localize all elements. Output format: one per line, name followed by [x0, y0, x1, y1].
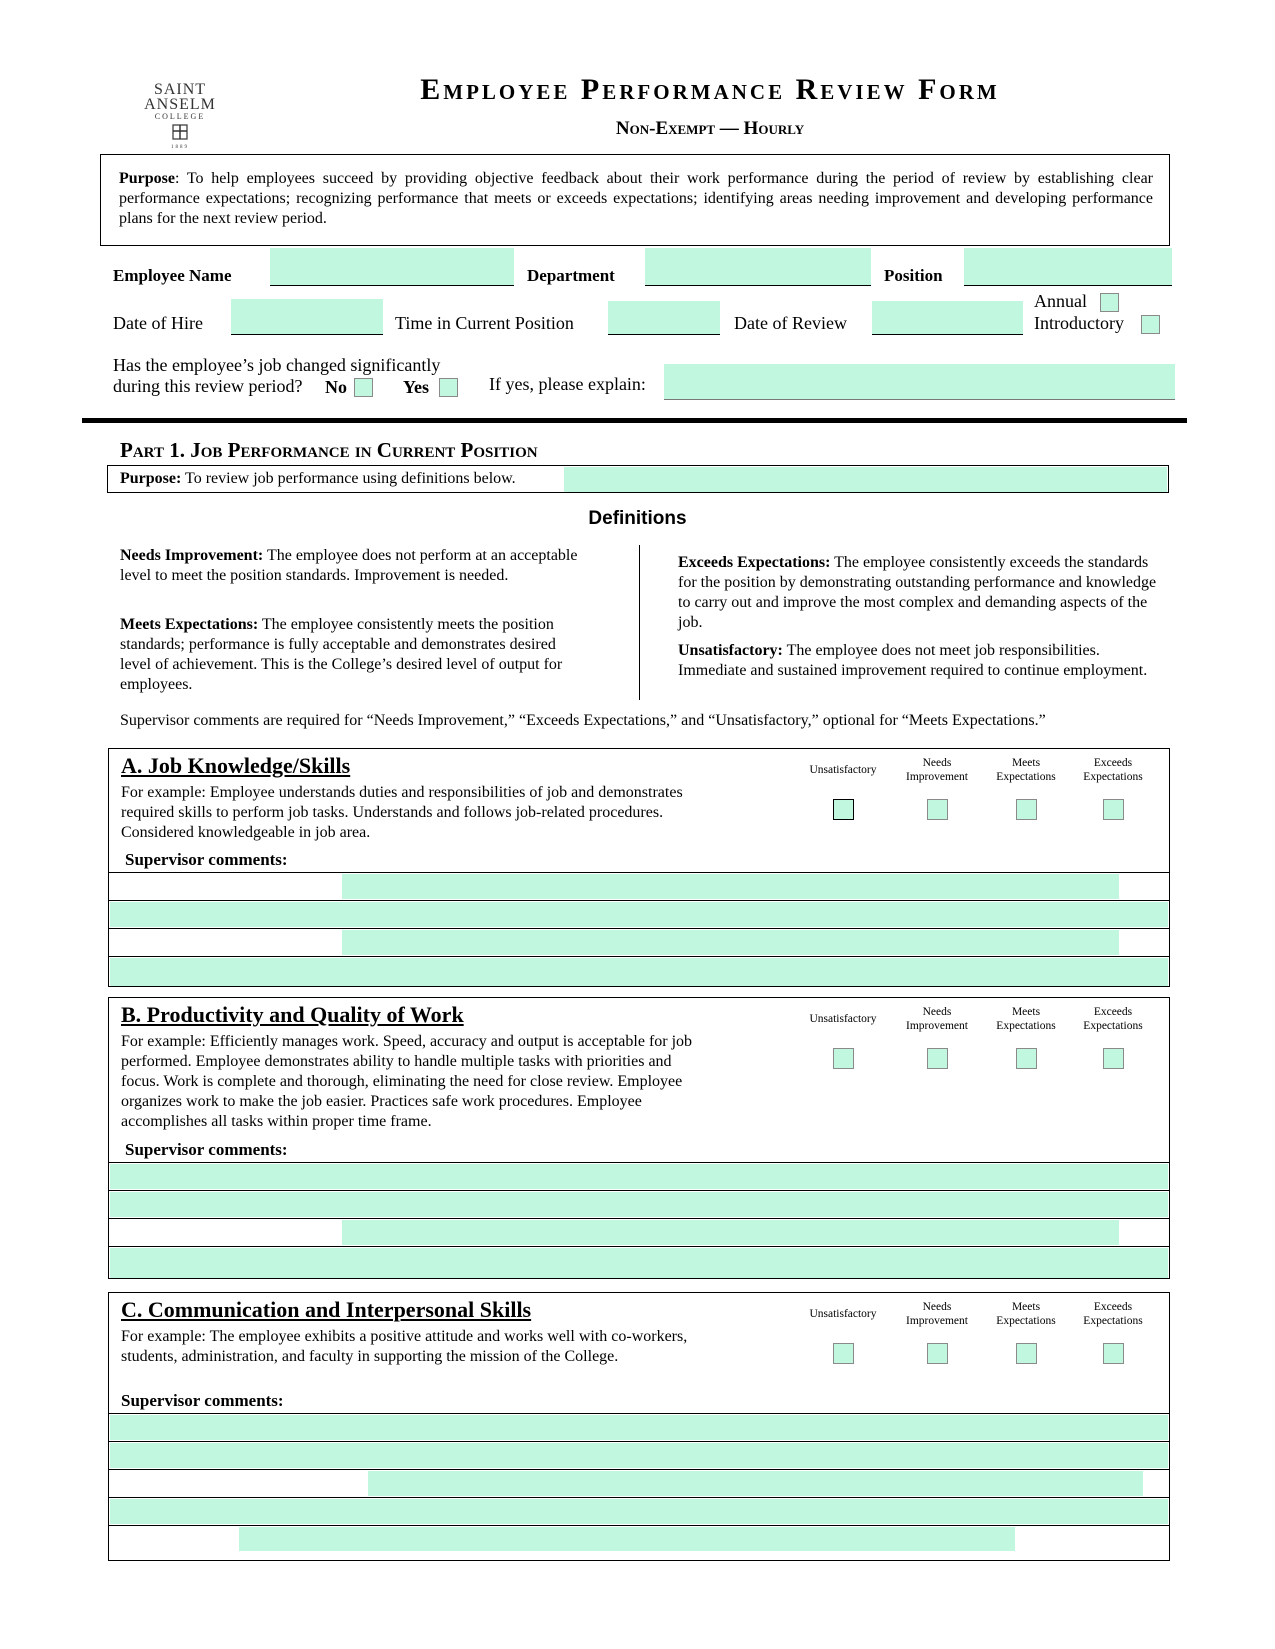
logo-line-saint: SAINT: [153, 81, 207, 98]
section-b-header-exceeds: [1068, 1005, 1158, 1033]
section-b-unsatisfactory-checkbox[interactable]: [833, 1048, 854, 1069]
position-field[interactable]: [964, 248, 1172, 286]
rh-c-exceeds-2: Expectations: [1083, 1315, 1143, 1327]
section-c-comment-row-5: [109, 1525, 1169, 1560]
yes-label: Yes: [403, 377, 429, 397]
explain-field[interactable]: [664, 364, 1175, 400]
rh-a-meets-2: Expectations: [996, 771, 1056, 783]
job-changed-question: Has the employee’s job changed significantly: [113, 355, 441, 375]
rh-a-exceeds-1: Exceeds: [1093, 757, 1133, 769]
def-unsat-text: The employee does not meet job responsibilities. Immediate and sustained improvement required to continue employment.: [678, 642, 1148, 679]
section-a-line-2: required skills to perform job tasks. Understands and follows job-related procedures.: [121, 804, 664, 821]
section-a-unsatisfactory-checkbox[interactable]: [833, 799, 854, 820]
time-in-position-label: Time in Current Position: [395, 313, 574, 333]
rh-a-exceeds-2: Expectations: [1083, 771, 1143, 783]
section-c-header-unsatisfactory: Unsatisfactory: [809, 1308, 877, 1320]
section-c-comment-field-5[interactable]: [239, 1527, 1015, 1551]
job-changed-question-cont: during this review period?: [113, 376, 303, 396]
section-c: [108, 1292, 1170, 1561]
section-a-comment-row-4: [109, 956, 1169, 986]
section-b-comment-row-3: [109, 1218, 1169, 1246]
section-c-comment-row-1: [109, 1413, 1169, 1441]
section-a-exceeds-checkbox[interactable]: [1103, 799, 1124, 820]
employee-name-field[interactable]: [270, 248, 514, 286]
section-a-needs-improvement-checkbox[interactable]: [927, 799, 948, 820]
section-c-exceeds-checkbox[interactable]: [1103, 1343, 1124, 1364]
def-meets-expectations: [120, 615, 590, 695]
section-c-comments-label: Supervisor comments:: [121, 1391, 284, 1410]
definitions-divider: [639, 545, 640, 700]
def-exceeds-term: Exceeds Expectations:: [678, 554, 831, 571]
form-subtitle: Non-Exempt — Hourly: [615, 118, 805, 139]
section-c-header-exceeds: [1068, 1300, 1158, 1328]
logo-year: 1889: [171, 145, 189, 150]
def-needs-improvement-term: Needs Improvement:: [120, 547, 264, 564]
rh-c-meets-1: Meets: [1011, 1301, 1041, 1313]
section-a-comment-field-1[interactable]: [342, 874, 1119, 899]
part1-title: Part 1. Job Performance in Current Position: [120, 438, 538, 462]
def-meets-term: Meets Expectations:: [120, 616, 259, 633]
department-field[interactable]: [645, 248, 871, 286]
def-unsat-term: Unsatisfactory:: [678, 642, 783, 659]
section-b-comment-row-2: [109, 1190, 1169, 1218]
purpose-label: Purpose: [119, 170, 175, 187]
section-a-comment-row-3: [109, 928, 1169, 956]
section-b-line-1: For example: Efficiently manages work. Speed, accuracy and output is acceptable for job: [121, 1033, 693, 1050]
section-c-line-2: students, administration, and faculty in supporting the mission of the College.: [121, 1348, 619, 1365]
department-label: Department: [527, 266, 615, 285]
rh-a-meets-1: Meets: [1011, 757, 1041, 769]
section-a: [108, 748, 1170, 987]
section-c-comment-field-2[interactable]: [110, 1443, 1168, 1468]
section-b-comment-field-2[interactable]: [110, 1192, 1168, 1217]
section-c-comment-field-3[interactable]: [368, 1471, 1143, 1496]
rh-b-exceeds-2: Expectations: [1083, 1020, 1143, 1032]
comments-requirement-note: Supervisor comments are required for “Needs Improvement,” “Exceeds Expectations,” and “Unsatisfactory,” optional for “Meets Expectations.”: [120, 712, 1046, 729]
section-b-line-3: focus. Work is complete and thorough, eliminating the need for close review. Employee: [121, 1073, 683, 1090]
rh-a-needs-2: Improvement: [906, 771, 968, 783]
purpose-text: : To help employees succeed by providing objective feedback about their work performance during the period of review by establishing clear performance expectations; recognizing performance that meets or exceeds expectations; identifying areas needing improvement and developing performance plans for the next review period.: [119, 170, 1153, 227]
section-c-title: C. Communication and Interpersonal Skills: [121, 1297, 532, 1322]
section-b-comments-label: Supervisor comments:: [125, 1140, 288, 1159]
date-of-review-label: Date of Review: [734, 313, 847, 333]
section-b-line-2: performed. Employee demonstrates ability to handle multiple tasks with priorities and: [121, 1053, 672, 1070]
introductory-label: Introductory: [1034, 313, 1124, 333]
section-b: [108, 997, 1170, 1279]
form-title: Employee Performance Review Form: [420, 73, 1000, 106]
def-exceeds-expectations: [678, 553, 1158, 633]
rh-b-needs-1: Needs: [922, 1006, 952, 1018]
section-b-header-needs-improvement: [892, 1005, 982, 1033]
explain-label: If yes, please explain:: [489, 374, 646, 394]
section-b-line-5: accomplishes all tasks within proper time frame.: [121, 1113, 432, 1130]
part1-purpose-box: [107, 465, 1169, 493]
def-needs-improvement-text: The employee does not perform at an acceptable level to meet the position standards. Improvement is needed.: [120, 547, 578, 584]
section-a-comment-row-1: [109, 872, 1169, 900]
rh-c-needs-1: Needs: [922, 1301, 952, 1313]
section-c-meets-checkbox[interactable]: [1016, 1343, 1037, 1364]
section-b-comment-field-3[interactable]: [342, 1220, 1119, 1245]
purpose-box: [100, 154, 1170, 246]
section-a-comment-row-2: [109, 900, 1169, 928]
section-b-meets-checkbox[interactable]: [1016, 1048, 1037, 1069]
time-in-position-field[interactable]: [608, 301, 720, 335]
section-a-header-meets: [981, 756, 1071, 784]
rh-c-needs-2: Improvement: [906, 1315, 968, 1327]
section-b-exceeds-checkbox[interactable]: [1103, 1048, 1124, 1069]
logo-line-college: COLLEGE: [154, 112, 206, 121]
def-needs-improvement: [120, 546, 590, 586]
section-a-comment-field-4[interactable]: [110, 958, 1168, 986]
section-a-line-3: Considered knowledgeable in job area.: [121, 824, 371, 841]
section-c-comment-row-2: [109, 1441, 1169, 1469]
section-b-title: B. Productivity and Quality of Work: [121, 1002, 464, 1027]
rh-b-needs-2: Improvement: [906, 1020, 968, 1032]
section-b-header-unsatisfactory: Unsatisfactory: [809, 1013, 877, 1025]
rh-c-exceeds-1: Exceeds: [1093, 1301, 1133, 1313]
def-meets-text: The employee consistently meets the position standards; performance is fully acceptable and demonstrates desired level of achievement. This is the College’s desired level of output for employees.: [120, 616, 563, 693]
section-c-header-needs-improvement: [892, 1300, 982, 1328]
college-logo: [130, 82, 230, 153]
section-b-comment-field-4[interactable]: [110, 1248, 1168, 1278]
part1-purpose-field[interactable]: [564, 467, 1167, 492]
rh-b-exceeds-1: Exceeds: [1093, 1006, 1133, 1018]
section-b-needs-improvement-checkbox[interactable]: [927, 1048, 948, 1069]
section-c-header-meets: [981, 1300, 1071, 1328]
annual-checkbox[interactable]: [1100, 293, 1119, 312]
section-a-comment-field-3[interactable]: [342, 930, 1119, 955]
section-a-header-needs-improvement: [892, 756, 982, 784]
definitions-title: Definitions: [588, 508, 687, 529]
section-a-comments-label: Supervisor comments:: [125, 850, 288, 869]
section-c-needs-improvement-checkbox[interactable]: [927, 1343, 948, 1364]
section-b-comment-field-1[interactable]: [110, 1164, 1168, 1189]
section-c-comment-row-4: [109, 1497, 1169, 1525]
part1-purpose-text: To review job performance using definitions below.: [181, 470, 516, 487]
part1-purpose-label: Purpose:: [120, 470, 182, 487]
crest-icon: [170, 123, 190, 143]
section-a-comment-field-2[interactable]: [110, 902, 1168, 927]
rh-b-meets-1: Meets: [1011, 1006, 1041, 1018]
rh-b-meets-2: Expectations: [996, 1020, 1056, 1032]
section-a-header-exceeds: [1068, 756, 1158, 784]
section-a-line-1: For example: Employee understands duties and responsibilities of job and demonstrates: [121, 784, 683, 801]
section-divider: [82, 418, 1187, 423]
section-a-title: A. Job Knowledge/Skills: [121, 753, 351, 778]
def-exceeds-text: The employee consistently exceeds the standards for the position by demonstrating outstanding performance and knowledge to carry out and improve the most complex and demanding aspects of the job.: [678, 554, 1157, 631]
section-c-comment-field-4[interactable]: [110, 1499, 1168, 1524]
introductory-checkbox[interactable]: [1141, 315, 1160, 334]
section-b-comment-row-1: [109, 1162, 1169, 1190]
date-of-hire-label: Date of Hire: [113, 313, 203, 333]
section-c-unsatisfactory-checkbox[interactable]: [833, 1343, 854, 1364]
employee-name-label: Employee Name: [113, 266, 232, 285]
yes-checkbox[interactable]: [439, 378, 458, 397]
position-label: Position: [884, 266, 943, 285]
logo-line-anselm: ANSELM: [144, 96, 216, 113]
date-of-review-field[interactable]: [872, 301, 1023, 335]
section-c-line-1: For example: The employee exhibits a positive attitude and works well with co-workers,: [121, 1328, 688, 1345]
section-c-comment-field-1[interactable]: [110, 1415, 1168, 1440]
section-c-comment-row-3: [109, 1469, 1169, 1497]
annual-label: Annual: [1034, 291, 1087, 311]
section-b-comment-row-4: [109, 1246, 1169, 1278]
rh-c-meets-2: Expectations: [996, 1315, 1056, 1327]
rh-a-needs-1: Needs: [922, 757, 952, 769]
date-of-hire-field[interactable]: [231, 299, 383, 335]
no-checkbox[interactable]: [354, 378, 373, 397]
no-label: No: [325, 377, 347, 397]
section-b-line-4: organizes work to make the job easier. Practices safe work procedures. Employee: [121, 1093, 642, 1110]
section-b-header-meets: [981, 1005, 1071, 1033]
section-a-header-unsatisfactory: Unsatisfactory: [809, 764, 877, 776]
def-unsatisfactory: [678, 641, 1158, 681]
section-a-meets-checkbox[interactable]: [1016, 799, 1037, 820]
